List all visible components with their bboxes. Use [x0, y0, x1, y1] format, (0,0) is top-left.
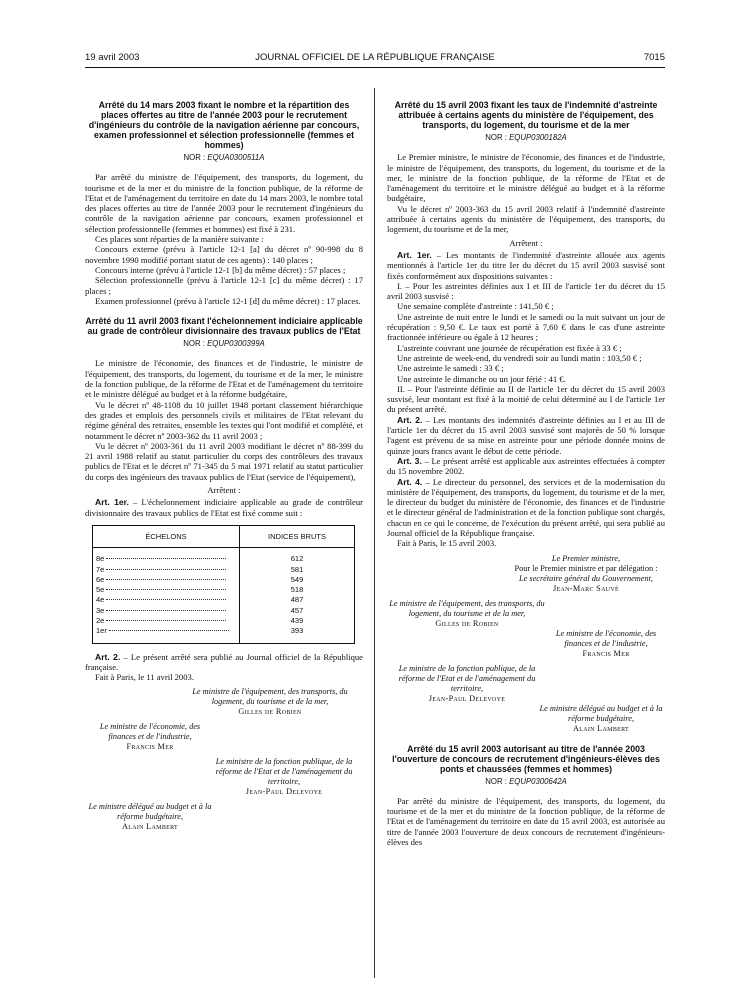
nor-reference	[387, 133, 665, 143]
table-row	[93, 595, 355, 605]
nor-reference	[387, 777, 665, 787]
nor-label: NOR :	[485, 776, 510, 786]
article-label: Art. 4.	[397, 476, 423, 487]
paragraph: Concours interne (prévu à l'article 12-1 [b] du même décret) : 57 places ;	[95, 264, 346, 275]
table-row	[93, 575, 355, 585]
echelon-cell: 7e	[96, 564, 105, 574]
signatory-role: Le ministre de l'économie, des finances et de l'industrie,	[99, 722, 201, 742]
signature-block	[537, 704, 665, 734]
article-text: – Le directeur du personnel, des services et de la modernisation du ministère de l'équipement, des transports, du logement, du tourisme et de la mer, le directeur du budget du ministère de l'économie, des finances et de l'industrie et le directeur général de l'administration et de la fonction publique sont chargés, chacun en ce qui le concerne, de l'exécution du présent arrêté, qui sera publié au Journal officiel de la République française.	[387, 476, 665, 538]
paragraph: Une astreinte le dimanche ou un jour férié : 41 €.	[397, 373, 566, 384]
nor-reference	[85, 339, 363, 349]
signatory-role: Le ministre de la fonction publique, de la réforme de l'Etat et de l'aménagement du territoire,	[398, 663, 536, 693]
article-navigation-aerienne	[85, 100, 363, 306]
article-1	[387, 250, 665, 281]
table-row	[93, 548, 355, 565]
left-column	[85, 100, 363, 832]
column-header-echelons: ÉCHELONS	[93, 525, 240, 547]
article-1	[85, 497, 363, 518]
signatory-role: Le ministre de l'équipement, des transports, du logement, du tourisme et de la mer,	[192, 687, 348, 707]
article-2	[387, 415, 665, 456]
signature-block	[387, 664, 547, 704]
nor-code: EQUA0300511A	[207, 153, 265, 162]
paragraph: Le ministre de l'économie, des finances et de l'industrie, le ministre de l'équipement, des transports, du logement, du tourisme et de la mer, le ministre de la fonction publique, de la réforme de l'Etat et de l'aménagement du territoire et le ministre délégué au budget et à la réforme budgétaire,	[85, 358, 363, 400]
article-text: – L'échelonnement indiciaire applicable au grade de contrôleur divisionnaire des travaux publics de l'Etat est fixé comme suit :	[85, 497, 363, 518]
article-title: Arrêté du 15 avril 2003 autorisant au titre de l'année 2003 l'ouverture de concours de recrutement d'ingénieurs-élèves des ponts et chaussées (femmes et hommes)	[392, 743, 660, 774]
header-page-number: 7015	[643, 52, 665, 63]
signatory-role: Le ministre de l'équipement, des transports, du logement, du tourisme et de la mer,	[389, 598, 545, 618]
echelon-cell: 6e	[96, 574, 105, 584]
table-row	[93, 616, 355, 626]
fait-line: Fait à Paris, le 11 avril 2003.	[95, 672, 194, 683]
echelons-table	[92, 525, 355, 644]
paragraph: Par arrêté du ministre de l'équipement, des transports, du logement, du tourisme et de la mer et du ministre de la fonction publique, de la réforme de l'Etat et de l'aménagement du territoire en date du 14 mars 2003, le nombre total des places offertes au titre de l'année 2003 pour le recrutement d'ingénieurs du contrôle de la navigation aérienne par concours, examen professionnel et sélection professionnelle (femmes et hommes) est fixé à 231.	[85, 172, 363, 234]
paragraph: Vu le décret nº 48-1108 du 10 juillet 1948 portant classement hiérarchique des grades et emplois des personnels civils et militaires de l'Etat relevant du régime général des retraites, ensemble les textes qui l'ont modifié et complété, et notamment le décret nº 2003-362 du 11 avril 2003 ;	[85, 399, 363, 441]
article-concours-ponts-chaussees	[387, 744, 665, 848]
nor-code: EQUP0300399A	[207, 339, 265, 349]
signatory-name: Alain Lambert	[121, 822, 178, 832]
paragraph: Concours externe (prévu à l'article 12-1 [a] du décret nº 90-998 du 8 novembre 1990 modifié portant statut de ces agents) : 140 places ;	[85, 244, 363, 265]
fait-line: Fait à Paris, le 15 avril 2003.	[397, 538, 497, 549]
article-label: Art. 3.	[397, 455, 422, 466]
signatory-name: Jean-Paul Delevoye	[245, 787, 323, 797]
paragraph: Sélection professionnelle (prévu à l'article 12-1 [c] du même décret) : 17 places ;	[85, 275, 363, 296]
paragraph: Une astreinte de week-end, du vendredi soir au lundi matin : 103,50 € ;	[397, 352, 642, 363]
nor-label: NOR :	[183, 339, 208, 349]
paragraph: Vu le décret nº 2003-363 du 15 avril 2003 relatif à l'indemnité d'astreinte attribuée à certains agents du ministère de l'équipement, des transports, du logement, du tourisme et de la mer,	[387, 203, 665, 235]
signatory-name: Gilles de Robien	[435, 618, 499, 628]
signatory-name: Alain Lambert	[572, 723, 629, 733]
article-text: – Les montants des indemnités d'astreinte définies au I et au III de l'article 1er du décret du 15 avril 2003 susvisé sont majorés de 50 % lorsque l'agent est prévenu de sa mise en astreinte pour une période donnée moins de quinze jours francs avant le début de cette période.	[387, 414, 665, 456]
paragraph: Vu le décret nº 2003-361 du 11 avril 2003 modifiant le décret nº 88-399 du 21 avril 1988 relatif au statut particulier du corps des contrôleurs des travaux publics de l'Etat et le décret nº 71-345 du 5 mai 1971 relatif au statut particulier du corps des ingénieurs des travaux publics de l'Etat (service de l'équipement),	[85, 440, 363, 482]
header-journal-title: JOURNAL OFFICIEL DE LA RÉPUBLIQUE FRANÇAISE	[255, 52, 495, 63]
table-row	[93, 626, 355, 643]
signature-block	[547, 629, 665, 659]
article-label: Art. 1er.	[397, 249, 432, 260]
signatory-role: Le ministre de l'économie, des finances et de l'industrie,	[555, 628, 657, 648]
indice-cell: 487	[290, 595, 304, 605]
header-date: 19 avril 2003	[85, 52, 140, 63]
article-echelonnement	[85, 316, 363, 832]
paragraph: Le Premier ministre, le ministre de l'économie, des finances et de l'industrie, le ministre de l'équipement, des transports, du logement, du tourisme et de la mer, le ministre de la fonction publique, de la réforme de l'Etat et de l'aménagement du territoire et le ministre délégué au budget et à la réforme budgétaire,	[387, 152, 665, 204]
delegation-line: Pour le Premier ministre et par délégation :	[514, 563, 658, 573]
signatory-name: Francis Mer	[582, 648, 630, 658]
paragraph: Par arrêté du ministre de l'équipement, des transports, du logement, du tourisme et de la mer et du ministre de la fonction publique, de la réforme de l'Etat et de l'aménagement du territoire en date du 15 avril 2003, est autorisée au titre de l'année 2003 l'ouverture de deux concours de recrutement d'ingénieurs-élèves des	[387, 795, 665, 848]
signatory-name: Gilles de Robien	[238, 707, 302, 717]
signature-block-premier-ministre	[507, 554, 665, 594]
echelon-cell: 4e	[96, 595, 105, 605]
signature-block	[205, 757, 363, 797]
nor-label: NOR :	[183, 153, 208, 162]
signatory-name: Jean-Marc Sauvé	[553, 583, 619, 593]
signatory-role: Le ministre de la fonction publique, de la réforme de l'Etat et de l'aménagement du territoire,	[215, 757, 353, 787]
paragraph: Une astreinte de nuit entre le lundi et le samedi ou la nuit suivant un jour de récupération : 9,50 €. Le taux est porté à 7,60 € dans le cas d'une astreinte fractionnée inférieure ou égale à 12 heures ;	[387, 311, 665, 343]
article-title: Arrêté du 14 mars 2003 fixant le nombre et la répartition des places offertes au titre de l'année 2003 pour le recrutement d'ingénieurs du contrôle de la navigation aérienne par concours, examen professionnel et sélection professionnelle (femmes et hommes)	[88, 100, 360, 150]
echelon-cell: 2e	[96, 615, 105, 625]
article-text: – Le présent arrêté est applicable aux astreintes effectuées à compter du 15 novembre 2002.	[387, 455, 665, 477]
article-label: Art. 1er.	[95, 497, 129, 508]
echelon-cell: 5e	[96, 585, 105, 595]
nor-label: NOR :	[485, 133, 510, 142]
paragraph: Examen professionnel (prévu à l'article 12-1 [d] du même décret) : 17 places.	[95, 295, 361, 306]
right-column	[387, 100, 665, 847]
article-text: – Les montants de l'indemnité d'astreinte allouée aux agents mentionnés à l'article 1er du titre Ier du décret du 15 avril 2003 susvisé sont fixés conformément aux dispositions suivantes :	[387, 249, 665, 281]
indice-cell: 439	[290, 615, 304, 625]
article-2	[85, 652, 363, 673]
article-4	[387, 477, 665, 539]
table-row	[93, 565, 355, 575]
paragraph: Une astreinte le samedi : 33 € ;	[397, 363, 504, 374]
article-indemnite-astreinte	[387, 100, 665, 734]
signatory-name: Jean-Paul Delevoye	[428, 693, 506, 703]
article-title: Arrêté du 11 avril 2003 fixant l'échelonnement indiciaire applicable au grade de contrôleur divisionnaire des travaux publics de l'Etat	[85, 316, 363, 337]
paragraph: II. – Pour l'astreinte définie au II de l'article 1er du décret du 15 avril 2003 susvisé, leur montant est fixé à la moitié de celui déterminé au I de l'article 1er du présent arrêté.	[387, 383, 665, 415]
arretent-line: Arrêtent :	[509, 237, 543, 248]
paragraph: Ces places sont réparties de la manière suivante :	[95, 234, 264, 245]
signatory-role: Le Premier ministre,	[551, 553, 621, 563]
signature-block	[85, 802, 215, 832]
column-divider	[374, 88, 375, 978]
header-rule	[85, 67, 665, 68]
page-header	[85, 52, 665, 66]
signatory-role: Le ministre délégué au budget et à la réforme budgétaire,	[88, 802, 212, 822]
nor-code: EQUP0300642A	[509, 776, 567, 786]
signature-block	[85, 722, 215, 752]
nor-reference	[85, 153, 363, 163]
indice-cell: 393	[240, 626, 355, 643]
table-row	[93, 606, 355, 616]
article-text: – Le présent arrêté sera publié au Journal officiel de la République française.	[85, 651, 363, 672]
paragraph: L'astreinte couvrant une journée de récupération est fixée à 33 € ;	[397, 342, 622, 353]
signature-block	[177, 687, 363, 717]
echelon-cell: 1er	[96, 626, 107, 636]
article-title: Arrêté du 15 avril 2003 fixant les taux de l'indemnité d'astreinte attribuée à certains agents du ministère de l'équipement, des transports, du logement, du tourisme et de la mer	[394, 100, 658, 130]
indice-cell: 457	[290, 605, 304, 615]
indice-cell: 518	[290, 585, 304, 595]
article-label: Art. 2.	[397, 414, 423, 425]
article-3	[387, 456, 665, 477]
signatory-role: Le secrétaire général du Gouvernement,	[518, 573, 654, 583]
echelon-cell: 8e	[96, 554, 105, 564]
indice-cell: 612	[290, 554, 304, 564]
paragraph: I. – Pour les astreintes définies aux I et III de l'article 1er du décret du 15 avril 2003 susvisé :	[387, 280, 665, 302]
table-row	[93, 585, 355, 595]
signatory-role: Le ministre délégué au budget et à la réforme budgétaire,	[539, 703, 663, 723]
indice-cell: 581	[290, 564, 304, 574]
echelon-cell: 3e	[96, 605, 105, 615]
paragraph: Une semaine complète d'astreinte : 141,50 € ;	[397, 301, 554, 312]
nor-code: EQUP0300182A	[509, 133, 567, 142]
signatory-name: Francis Mer	[126, 742, 174, 752]
indice-cell: 549	[290, 574, 304, 584]
article-label: Art. 2.	[95, 651, 121, 662]
signature-block	[387, 599, 547, 629]
arretent-line: Arrêtent :	[207, 485, 241, 496]
column-header-indices: INDICES BRUTS	[240, 525, 355, 547]
